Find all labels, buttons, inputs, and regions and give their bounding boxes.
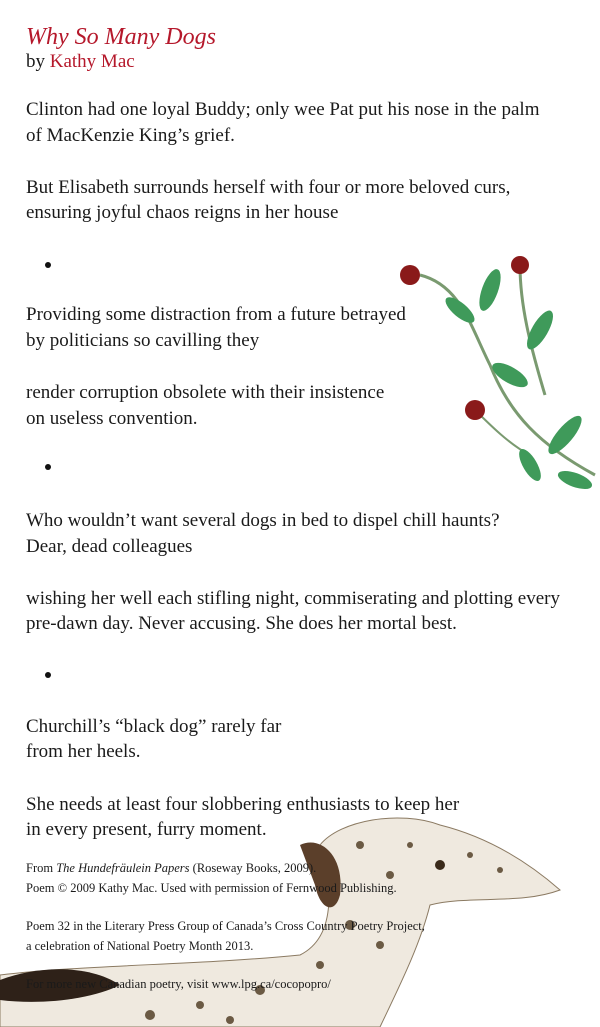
poem-line: Churchill’s “black dog” rarely far	[26, 716, 282, 737]
author-name: Kathy Mac	[49, 51, 135, 72]
flower-illustration	[380, 245, 600, 495]
project-note-1: Poem 32 in the Literary Press Group of Canada’s Cross Country Poetry Project,	[26, 919, 425, 933]
poem-line: pre-dawn day. Never accusing. She does her mortal best.	[26, 613, 457, 634]
poem-line: from her heels.	[26, 741, 141, 762]
poem-line: Providing some distraction from a future betrayed	[26, 304, 406, 325]
poem-line: render corruption obsolete with their insistence	[26, 382, 385, 403]
book-title: The Hundefräulein Papers	[56, 861, 190, 875]
poem-line: of MacKenzie King’s grief.	[26, 125, 235, 146]
section-bullet	[45, 262, 51, 268]
section-bullet	[45, 464, 51, 470]
poem-line: wishing her well each stifling night, commiserating and plotting every	[26, 588, 560, 609]
poem-line: in every present, furry moment.	[26, 819, 267, 840]
by-prefix: by	[26, 51, 45, 72]
from-prefix: From	[26, 861, 57, 875]
poem-line: by politicians so cavilling they	[26, 330, 260, 351]
poem-line: Dear, dead colleagues	[26, 536, 193, 557]
source-note	[26, 861, 316, 876]
poem-line: But Elisabeth surrounds herself with four or more beloved curs,	[26, 177, 511, 198]
byline	[26, 51, 135, 73]
poem-line: She needs at least four slobbering enthusiasts to keep her	[26, 794, 460, 815]
project-note-2: a celebration of National Poetry Month 2013.	[26, 939, 254, 953]
poem-line: Clinton had one loyal Buddy; only wee Pat put his nose in the palm	[26, 99, 540, 120]
permission-note: Poem © 2009 Kathy Mac. Used with permission of Fernwood Publishing.	[26, 881, 397, 895]
more-poetry-link[interactable]: For more new Canadian poetry, visit www.lpg.ca/cocopopro/	[26, 977, 331, 991]
from-suffix: (Roseway Books, 2009).	[189, 861, 317, 875]
poem-line: Who wouldn’t want several dogs in bed to dispel chill haunts?	[26, 510, 500, 531]
poem-line: on useless convention.	[26, 408, 198, 429]
poem-title: Why So Many Dogs	[26, 24, 216, 50]
section-bullet	[45, 672, 51, 678]
poem-line: ensuring joyful chaos reigns in her house	[26, 202, 339, 223]
